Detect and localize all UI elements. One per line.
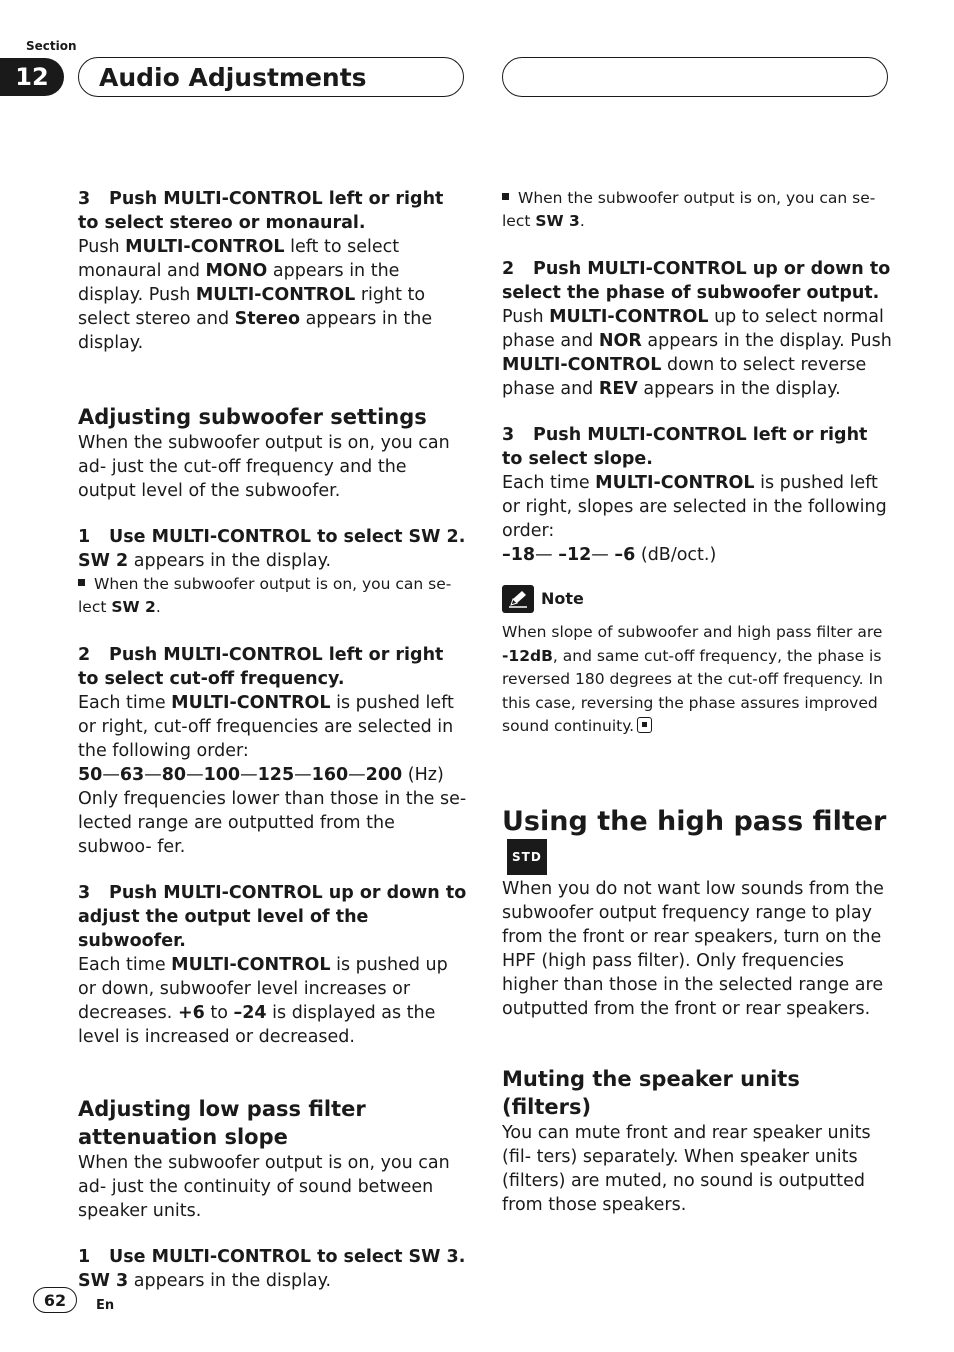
step-heading: 1 Use MULTI-CONTROL to select SW 3. — [78, 1247, 466, 1267]
step-heading: 3 Push MULTI-CONTROL left or right to select stereo or monaural. — [78, 189, 444, 233]
header-right-pill — [502, 57, 888, 97]
bullet-note: When the subwoofer output is on, you can se- lect SW 3. — [502, 189, 876, 230]
section-number: 12 — [0, 58, 64, 96]
bullet-note: When the subwoofer output is on, you can se- lect SW 2. — [78, 575, 452, 616]
frequency-sequence: 50—63—80—100—125—160—200 (Hz) — [78, 765, 444, 785]
std-badge: STD — [507, 839, 547, 875]
section-body: You can mute front and rear speaker units (fil- ters) separately. When speaker units (filters) are muted, no sound is outputted from those speakers. — [502, 1122, 871, 1215]
page-title-text: Audio Adjustments — [99, 62, 367, 92]
step-body: Each time MULTI-CONTROL is pushed up or down, subwoofer level increases or decreases. +6 to –24 is displayed as the level is increased or decreased. — [78, 955, 448, 1047]
step-body: Each time MULTI-CONTROL is pushed left or right, cut-off frequencies are selected in the following order: — [78, 693, 454, 761]
page-title — [78, 57, 464, 97]
step-heading: 3 Push MULTI-CONTROL left or right to select slope. — [502, 425, 868, 469]
section-heading: Using the high pass filterSTD — [502, 805, 892, 875]
section-heading: Muting the speaker units (filters) — [502, 1066, 800, 1119]
step-body: Each time MULTI-CONTROL is pushed left or right, slopes are selected in the following order: — [502, 473, 887, 541]
section-label: Section — [26, 39, 77, 53]
page-number: 62 — [33, 1287, 77, 1313]
step-body: Push MULTI-CONTROL up to select normal phase and NOR appears in the display. Push MULTI-CONTROL down to select reverse phase and REV appears in the display. — [502, 307, 892, 399]
left-column — [78, 187, 468, 1293]
section-intro: When the subwoofer output is on, you can ad- just the continuity of sound between speaker units. — [78, 1153, 450, 1221]
bullet-icon — [78, 579, 85, 586]
section-heading: Adjusting subwoofer settings — [78, 405, 427, 429]
step-heading: 1 Use MULTI-CONTROL to select SW 2. — [78, 527, 466, 547]
right-column — [502, 187, 892, 1217]
section-heading: Adjusting low pass filter attenuation slope — [78, 1097, 366, 1149]
section-body: When you do not want low sounds from the subwoofer output frequency range to play from the front or rear speakers, turn on the HPF (high pass filter). Only frequencies higher than those in the selected range are outputted from the front or rear speakers. — [502, 878, 884, 1019]
step-body: Only frequencies lower than those in the se- lected range are outputted from the subwoo- fer. — [78, 789, 467, 857]
step-heading: 2 Push MULTI-CONTROL up or down to select the phase of subwoofer output. — [502, 259, 891, 303]
step-heading: 3 Push MULTI-CONTROL up or down to adjust the output level of the subwoofer. — [78, 883, 467, 951]
bullet-icon — [502, 193, 509, 200]
step-body: Push MULTI-CONTROL left to select monaural and MONO appears in the display. Push MULTI-CONTROL right to select stereo and Stereo appears in the display. — [78, 237, 433, 353]
step-heading: 2 Push MULTI-CONTROL left or right to select cut-off frequency. — [78, 645, 444, 689]
step-body: SW 2 appears in the display. — [78, 551, 332, 571]
pencil-note-icon — [502, 585, 534, 613]
step-body: SW 3 appears in the display. — [78, 1271, 332, 1291]
language-label: En — [96, 1298, 115, 1313]
note-heading: Note — [502, 585, 892, 613]
note-body: When slope of subwoofer and high pass filter are -12dB, and same cut-off frequency, the phase is reversed 180 degrees at the cut-off frequency. In this case, reversing the phase assures improved sound continuity. — [502, 623, 883, 735]
end-mark-icon — [637, 717, 652, 733]
slope-sequence: –18— –12— –6 (dB/oct.) — [502, 545, 717, 565]
section-intro: When the subwoofer output is on, you can ad- just the cut-off frequency and the output level of the subwoofer. — [78, 433, 450, 501]
